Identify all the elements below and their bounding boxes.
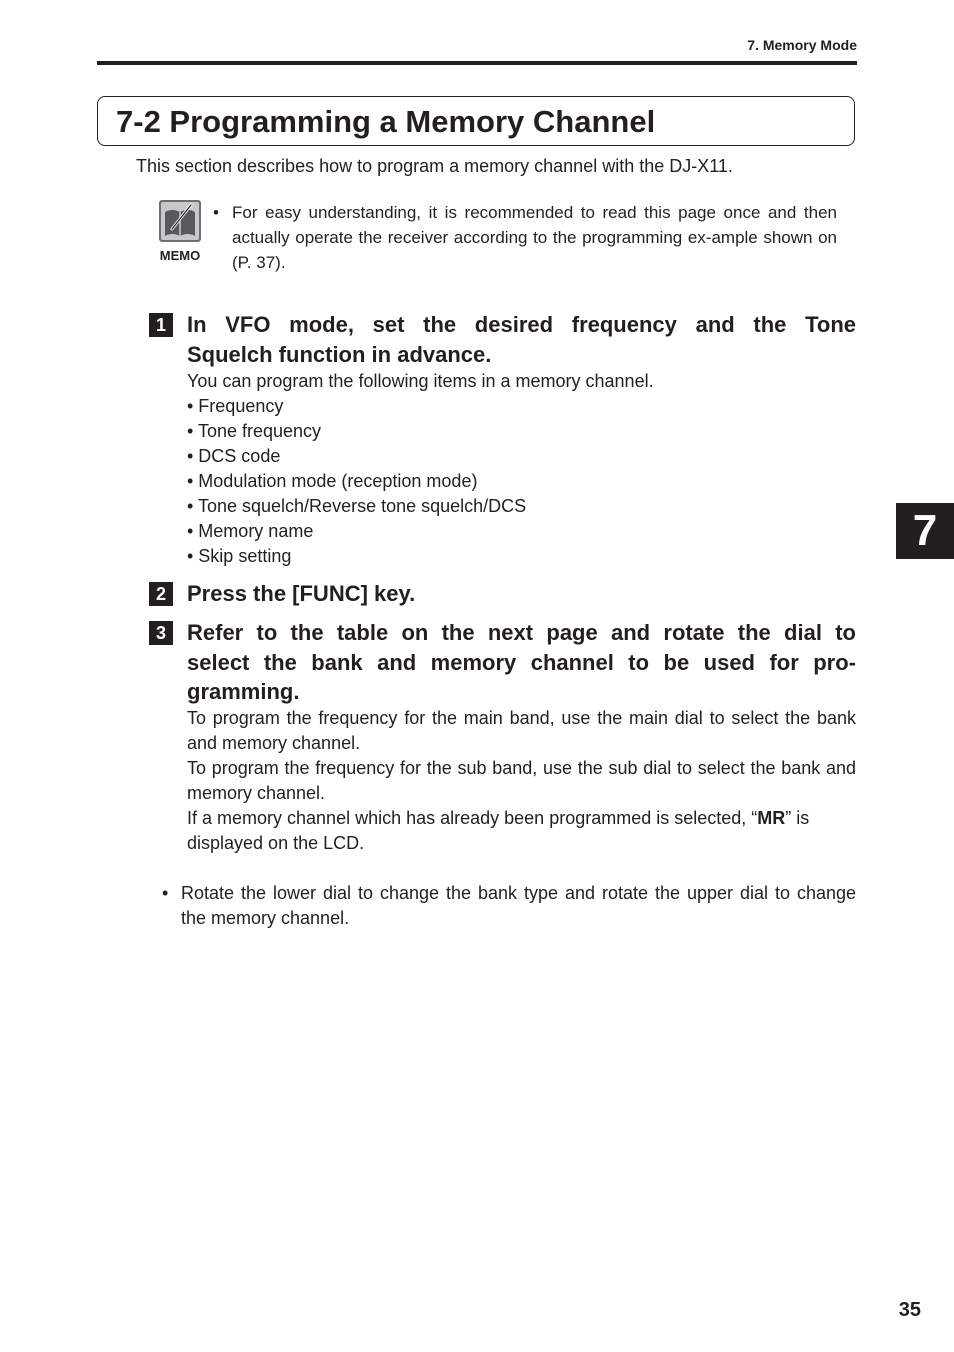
chapter-tab: 7 [896, 503, 954, 559]
step-3-title-line-1: Refer to the table on the next page and rotate the dial to [187, 620, 856, 645]
page-number: 35 [898, 1299, 921, 1321]
list-item: • Skip setting [187, 546, 292, 566]
section-title-box [97, 96, 855, 146]
section-title: 7-2 Programming a Memory Channel [116, 104, 656, 139]
memo-text: For easy understanding, it is recommended to read this page once and then actually operate the receiver according to the programming ex-ample shown on (P. 37). [232, 203, 837, 272]
list-item: • Frequency [187, 396, 284, 416]
step-3-paragraph-3-post: ” is displayed on the LCD. [187, 808, 810, 853]
step-3-paragraph-3-pre: If a memory channel which has already been programmed is selected, “ [187, 808, 758, 828]
step-3-title-line-3: gramming. [187, 679, 300, 704]
list-item: • DCS code [187, 446, 281, 466]
section-intro: This section describes how to program a memory channel with the DJ-X11. [136, 156, 733, 176]
header-rule [97, 61, 857, 65]
memo-label: MEMO [159, 248, 201, 263]
step-1-lead: You can program the following items in a memory channel. [187, 371, 654, 391]
memo-note [213, 200, 837, 275]
step-3-paragraph-1: To program the frequency for the main band, use the main dial to select the bank and memory channel. [187, 708, 856, 753]
step-1-title-line-2: Squelch function in advance. [187, 342, 492, 367]
step-number-3: 3 [149, 621, 173, 645]
step-1-title-line-1: In VFO mode, set the desired frequency and the Tone [187, 312, 856, 337]
list-item: • Tone frequency [187, 421, 322, 441]
list-item: • Memory name [187, 521, 314, 541]
step-3-paragraph-2: To program the frequency for the sub band, use the sub dial to select the bank and memory channel. [187, 758, 856, 803]
step-2-title: Press the [FUNC] key. [187, 581, 416, 606]
step-3-title-line-2: select the bank and memory channel to be used for pro- [187, 650, 856, 675]
memo-bullet: • [213, 203, 219, 222]
list-item: • Modulation mode (reception mode) [187, 471, 478, 491]
step-3-paragraph-3 [187, 806, 856, 856]
step-number-1: 1 [149, 313, 173, 337]
mr-indicator-text: MR [757, 808, 786, 828]
list-item: • Tone squelch/Reverse tone squelch/DCS [187, 496, 527, 516]
memory-items-list [187, 394, 526, 569]
note-text: Rotate the lower dial to change the bank type and rotate the upper dial to change the memory channel. [181, 883, 856, 928]
running-head: 7. Memory Mode [747, 37, 857, 53]
step-number-2: 2 [149, 582, 173, 606]
note-bullet: • [162, 883, 169, 903]
memo-icon [158, 199, 202, 243]
